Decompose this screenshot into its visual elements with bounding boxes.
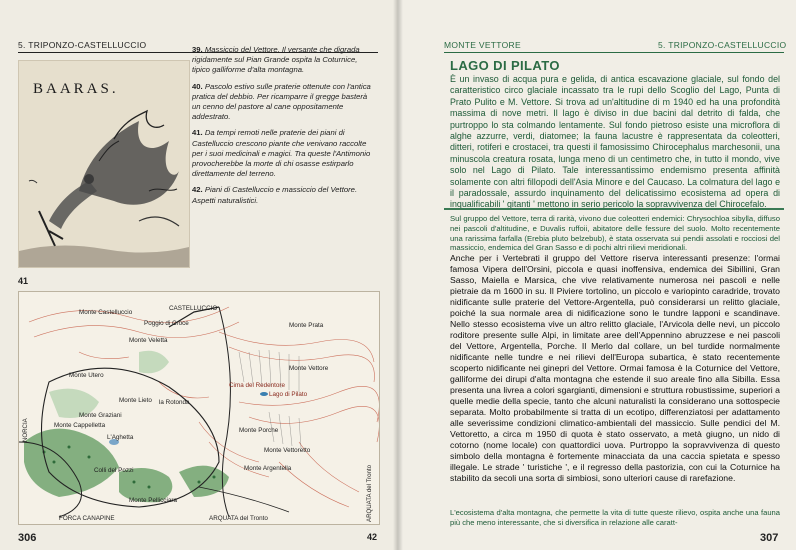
book-gutter bbox=[393, 0, 403, 550]
ecosystem-paragraph: L'ecosistema d'alta montagna, che permette la vita di tutte queste rilievo, ospita anche una fauna più che meno interessante, che si diversifica in relazione alle caratt- bbox=[450, 508, 780, 527]
right-running-header-left: MONTE VETTORE bbox=[444, 40, 521, 50]
map-label-poggio-di-croce: Poggio di Croce bbox=[144, 320, 189, 327]
caption-42-text: Piani di Castelluccio e massiccio del Vettore. Aspetti naturalistici. bbox=[192, 185, 358, 205]
map-label-monte-pellicciara: Monte Pellicciara bbox=[129, 497, 177, 504]
map-label-colli-del-pozzi: Colli del Pozzi bbox=[94, 467, 134, 474]
map-label-monte-veletta: Monte Veletta bbox=[129, 337, 168, 344]
engraving-caption-text: BAARAS. bbox=[33, 81, 119, 97]
caption-40 bbox=[192, 82, 376, 123]
figure-number-41: 41 bbox=[18, 276, 29, 286]
map-label-monte-vettoretto: Monte Vettoretto bbox=[264, 447, 311, 454]
caption-39 bbox=[192, 45, 376, 76]
left-running-header: 5. TRIPONZO-CASTELLUCCIO bbox=[18, 40, 147, 50]
caption-42 bbox=[192, 185, 376, 205]
lago-di-pilato-paragraph: È un invaso di acqua pura e gelida, di antica escavazione glaciale, sul fondo del caratteristico circo glaciale incassato tra le rupi dello Scoglio del Lago, Punta di Prato Pulito e M. Vettore. Si trova ad un'altitudine di m 1940 ed ha una profondità massima di nove metri. Il lago è diviso in due bacini dal detrito di falda, che purtroppo lo sta colmando lentamente. Sul fondo pietroso esiste una microflora di alghe azzurre, verdi, diatomee; la fauna lacustre è rappresentata da coleotteri, ditteri, rotiferi e crostacei, tra questi il famosissimo Chirocephalus marchesonii, una minuscola creatura rosata, lunga meno di un centimetro che, in tutto il mondo, vive solo nel Lago di Pilato. Tale interessantissimo endemismo presenta affinità solamente con altri fillopodi dell'Asia Minore e del Caucaso. La colmatura del lago e il paradossale, assurdo inquinamento del delicatissimo ecosistema ad opera di inqualificabili ' gitanti ' mettono in serio pericolo la sopravvivenza del Chirocefalo. bbox=[450, 74, 780, 210]
caption-41 bbox=[192, 128, 376, 179]
map-label-monte-argentella: Monte Argentella bbox=[244, 465, 292, 472]
map-label-forca-canapine: FORCA CANAPINE bbox=[59, 515, 115, 522]
right-header-rule bbox=[444, 52, 784, 53]
map-label-lago-di-pilato: Lago di Pilato bbox=[269, 391, 308, 398]
lago-di-pilato-heading: LAGO DI PILATO bbox=[450, 58, 560, 73]
caption-40-number: 40. bbox=[192, 81, 203, 91]
naturalistic-map bbox=[18, 291, 380, 525]
map-label-arquata-vertical: ARQUATA del Tronto bbox=[366, 464, 373, 522]
engraving-illustration bbox=[19, 61, 189, 267]
map-label-monte-graziani: Monte Graziani bbox=[79, 412, 122, 419]
map-label-monte-castelluccio: Monte Castelluccio bbox=[79, 309, 133, 316]
caption-39-text: Massiccio del Vettore. Il versante che digrada rigidamente sul Pian Grande ospita la Coturnice, tipico galliforme d'alta montagna. bbox=[192, 45, 360, 75]
caption-39-number: 39. bbox=[192, 45, 203, 54]
map-label-norcia: NORCIA bbox=[22, 418, 29, 442]
right-page bbox=[398, 0, 796, 550]
endemic-insects-paragraph: Sul gruppo del Vettore, terra di rarità, vivono due coleotteri endemici: Chrysochloa sibylla, diffuso nei pascoli d'altitudine, e Duvalis ruffoii, abitatore delle fessure del suolo. Molto recentemente una rarissima farfalla (Erebia pluto belzebub), è stata osservata sui pendii assolati e rocciosi del massiccio, endemica del Gran Sasso e di pochi altri rilievi meridionali. bbox=[450, 214, 780, 253]
map-label-monte-prata: Monte Prata bbox=[289, 322, 324, 329]
caption-41-number: 41. bbox=[192, 128, 203, 138]
map-label-monte-vettore: Monte Vettore bbox=[289, 365, 329, 372]
right-running-header-right: 5. TRIPONZO-CASTELLUCCIO bbox=[658, 40, 787, 50]
map-label-cima-del-redentore: Cima del Redentore bbox=[229, 382, 286, 389]
map-label-arquata: ARQUATA del Tronto bbox=[209, 515, 268, 522]
map-label-monte-cappelletta: Monte Cappelletta bbox=[54, 422, 106, 429]
vertebrates-paragraph: Anche per i Vertebrati il gruppo del Vettore riserva interessanti presenze: l'ormai famosa Vipera dell'Orsini, piccola e quasi inoffensiva, endemica dei Sibillini, Gran Sasso, Maiella e Marsica, che vive relativamente numerosa nei pascoli e nelle pietraie da m 1600 in su. Il Piviere tortolino, un piccolo e variopinto caradride, trovato nidificante sulle praterie del Vettore-Argentella, può considerarsi un relitto glaciale, poiché la sua normale area di nidificazione sono le tundre lapponi e scandinave. Nello stesso ecosistema vive un altro relitto glaciale, l'Arvicola delle nevi, un piccolo roditore presente sulle Alpi, in limitate aree dell'Appennino abruzzese e nei pascoli del Vettore, Argentella, Porche. Il Merlo dal collare, un bel turdide normalmente nidificante nelle tundre e nei rilievi dell'Europa subartica, è stato recentemente scoperto nidificante nei ginepri del Vettore. Ormai famosa è la Coturnice del Vettore, galliforme dei dirupi d'alta montagna che estende il suo areale fino alla Sibilla. Essa presenta una livrea a colori sgargianti, dimensioni e struttura robustissime, superiori a quelle medie della specie, tanto che alcuni naturalisti la considerano una sottospecie separata. Molto probabilmente si tratta di un ecotipo, differenziatosi per adattamento alle severissime condizioni climatico-ambientali del massiccio. Sulle pendici del M. Vettoretto, a circa m 1950 di quota è stato osservato, a metà giugno, un nido di cotorno (nome locale) con quattordici uova. Purtroppo la sopravvivenza di questo simbolo della montagna è fortemente minacciata da una caccia spietata e spesso illegale. Le strade ' turistiche ', e il regresso della pastorizia, con cui la Coturnice ha stabilito da secoli una sorta di simbiosi, sono ulteriori cause di rarefazione. bbox=[450, 253, 780, 483]
caption-41-text: Da tempi remoti nelle praterie dei piani di Castelluccio crescono piante che venivano raccolte per i suoi medicinali e magici. Tra queste l'Antimonio provocherebbe la morte di chi osasse estirparlo direttamente del terreno. bbox=[192, 128, 371, 179]
figure-number-42: 42 bbox=[367, 532, 378, 542]
section-divider bbox=[444, 208, 784, 210]
map-label-monte-lieto: Monte Lieto bbox=[119, 397, 152, 404]
page-number-right: 307 bbox=[760, 532, 779, 544]
map-label-la-rotonda: la Rotonda bbox=[159, 399, 190, 406]
page-number-left: 306 bbox=[18, 532, 37, 544]
map-label-castelluccio: CASTELLUCCIO bbox=[169, 305, 218, 312]
map-illustration bbox=[19, 292, 379, 524]
engraving-figure bbox=[18, 60, 190, 268]
map-label-l-aghetta: L'Aghetta bbox=[107, 434, 134, 441]
caption-42-number: 42. bbox=[192, 185, 203, 195]
caption-40-text: Pascolo estivo sulle praterie ottenute con l'antica pratica del debbio. Per ricamparre il gregge basterà un cenno del pastore al cane oppositamente addestrato. bbox=[192, 81, 371, 122]
figure-captions bbox=[192, 45, 376, 212]
map-label-monte-utero: Monte Utero bbox=[69, 372, 104, 379]
map-label-monte-porche: Monte Porche bbox=[239, 427, 279, 434]
